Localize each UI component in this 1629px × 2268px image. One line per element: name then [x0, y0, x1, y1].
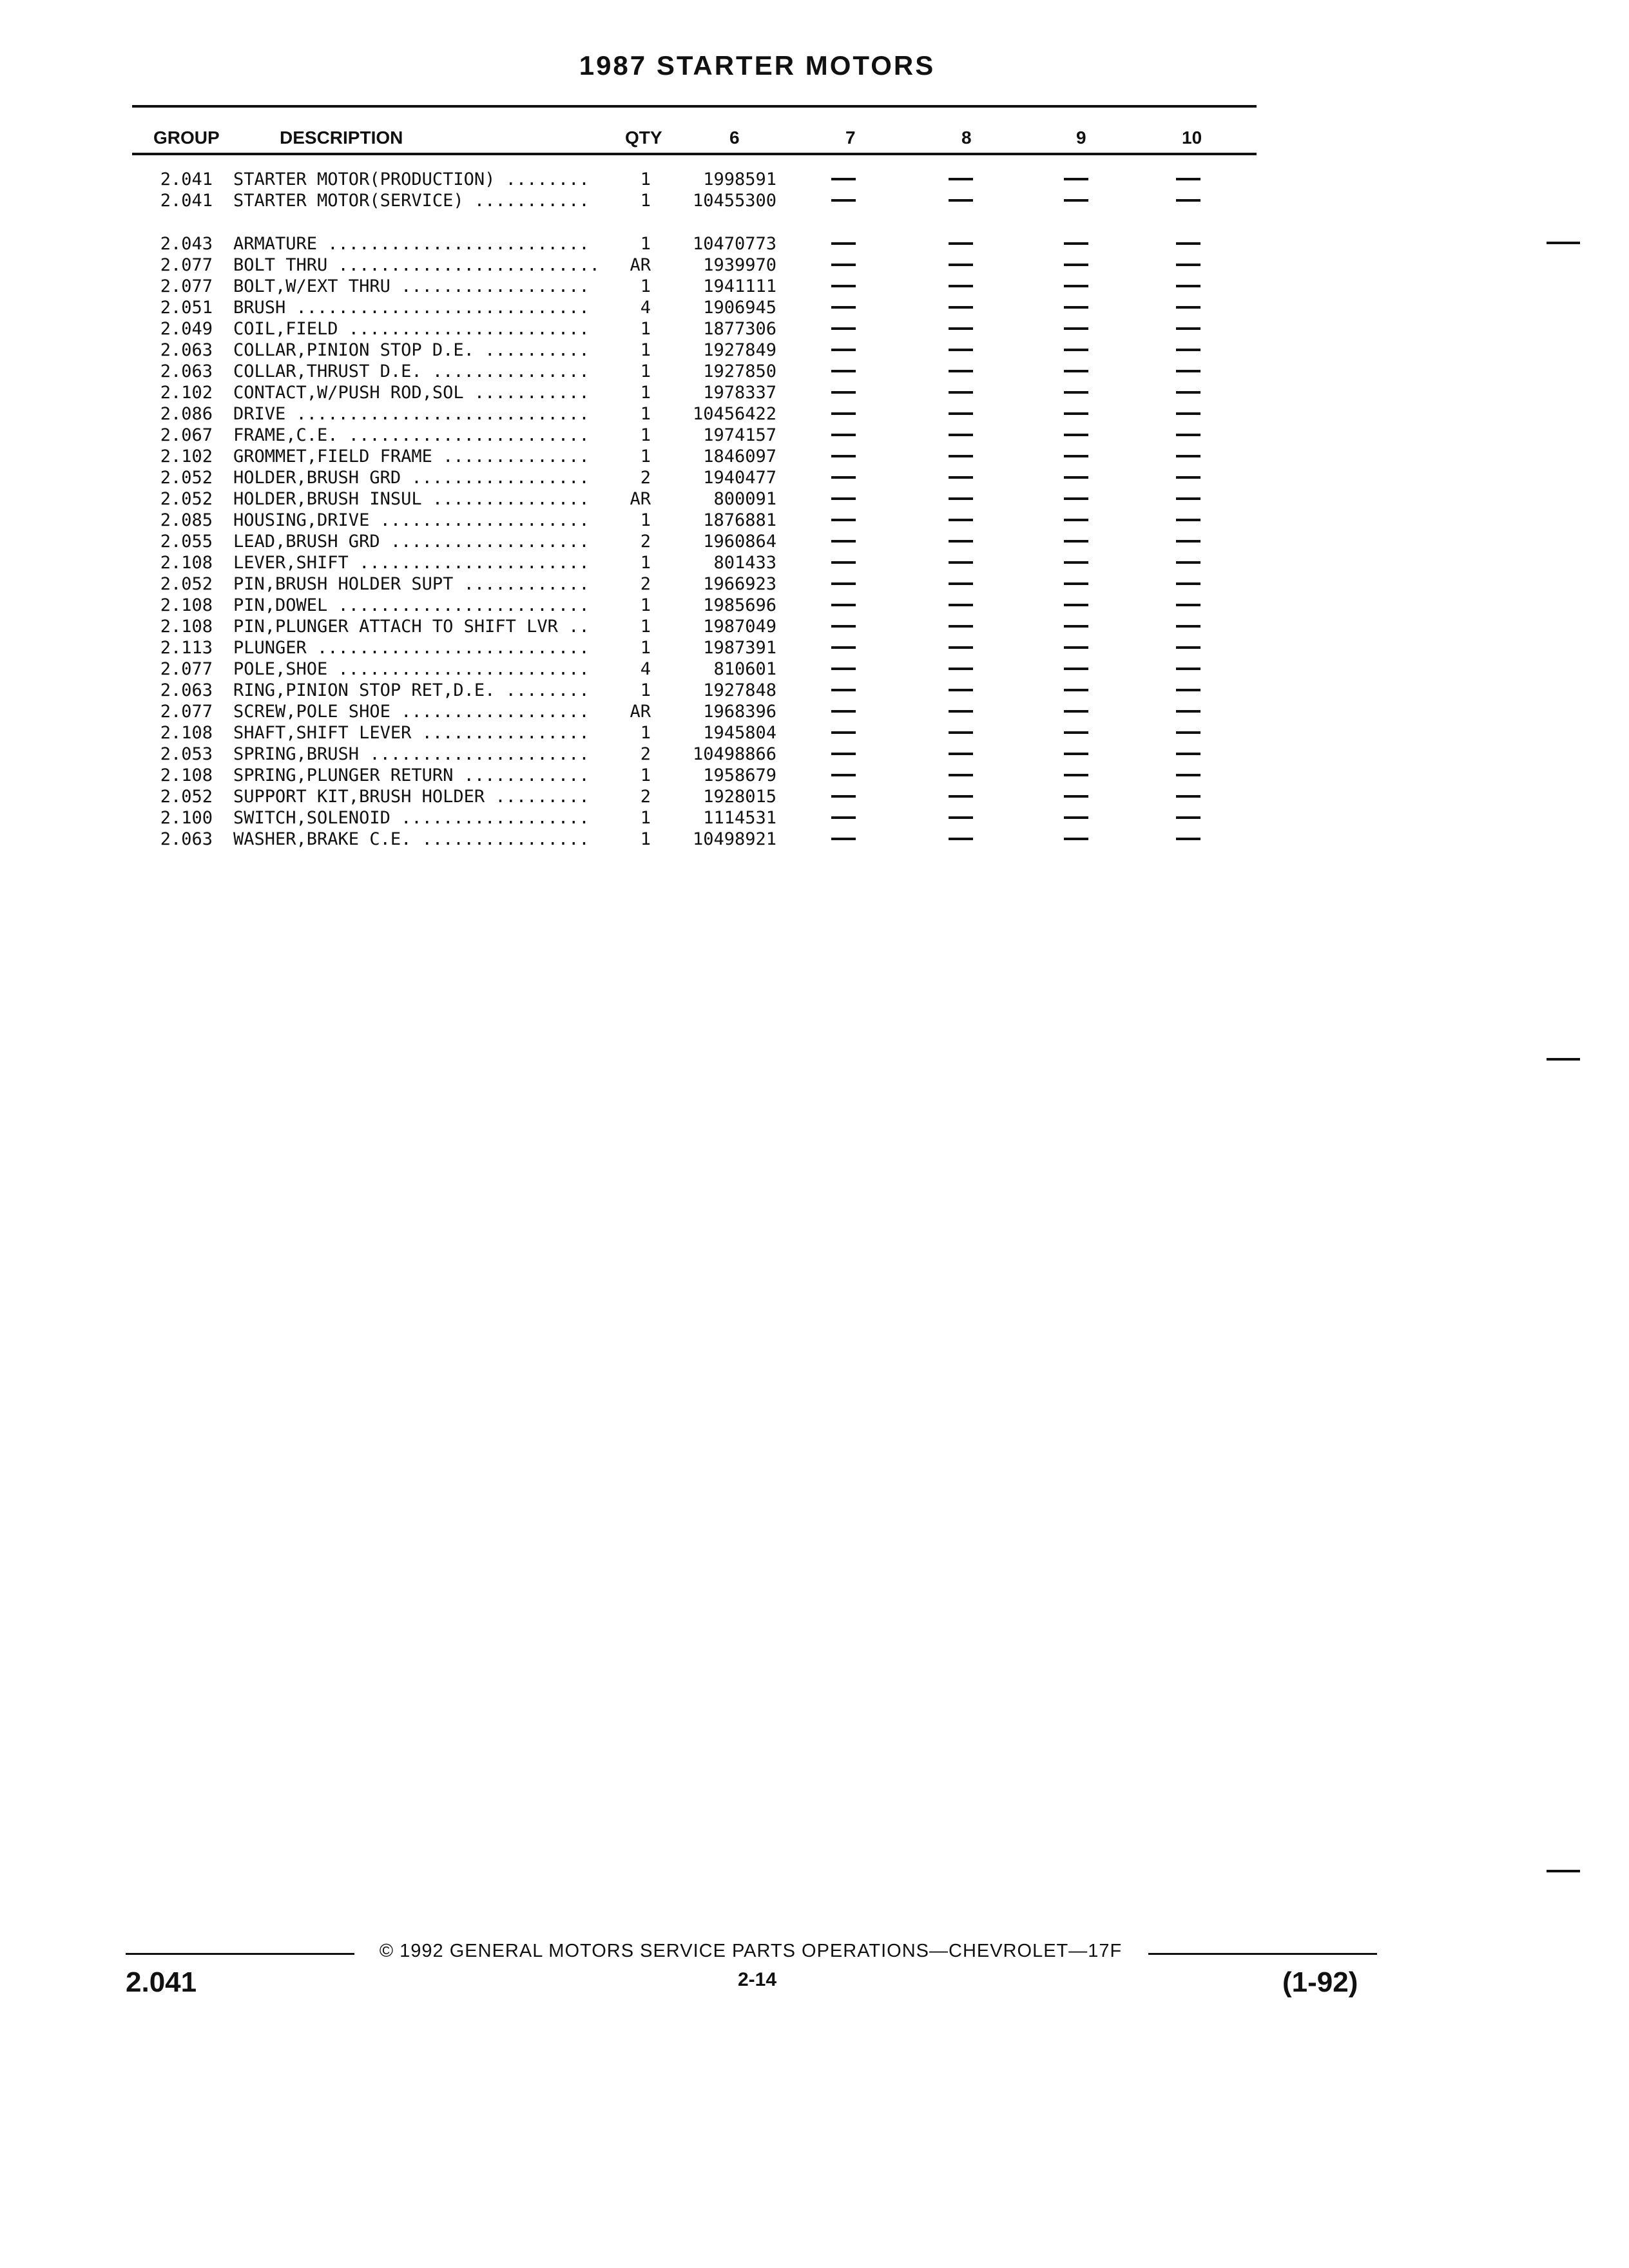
empty-dash-col-10: [1176, 178, 1200, 180]
empty-dash-col-9: [1064, 519, 1088, 521]
group-cell: 2.085: [160, 510, 213, 530]
empty-dash-col-10: [1176, 646, 1200, 649]
qty-cell: 1: [640, 191, 651, 211]
empty-dash-col-8: [949, 476, 973, 479]
description-cell: BOLT THRU .........................: [233, 255, 600, 275]
empty-dash-col-7: [831, 497, 856, 500]
part-number-cell: 1846097: [703, 447, 776, 466]
footer-rule-left: [126, 1953, 354, 1955]
table-row: [0, 573, 1629, 595]
table-row: [0, 233, 1629, 255]
empty-dash-col-7: [831, 731, 856, 734]
empty-dash-col-9: [1064, 774, 1088, 776]
group-cell: 2.108: [160, 595, 213, 615]
empty-dash-col-9: [1064, 370, 1088, 372]
empty-dash-col-9: [1064, 455, 1088, 457]
header-group: GROUP: [153, 128, 220, 148]
empty-dash-col-9: [1064, 434, 1088, 436]
part-number-cell: 1927848: [703, 680, 776, 700]
empty-dash-col-7: [831, 327, 856, 330]
empty-dash-col-9: [1064, 178, 1088, 180]
qty-cell: 1: [640, 765, 651, 785]
part-number-cell: 801433: [713, 553, 776, 573]
qty-cell: 1: [640, 680, 651, 700]
description-cell: SWITCH,SOLENOID ..................: [233, 808, 590, 828]
empty-dash-col-10: [1176, 838, 1200, 840]
group-cell: 2.052: [160, 468, 213, 488]
group-cell: 2.055: [160, 532, 213, 552]
empty-dash-col-7: [831, 285, 856, 287]
empty-dash-col-8: [949, 412, 973, 415]
table-row: [0, 318, 1629, 340]
empty-dash-col-8: [949, 519, 973, 521]
empty-dash-col-9: [1064, 349, 1088, 351]
empty-dash-col-8: [949, 306, 973, 309]
empty-dash-col-8: [949, 604, 973, 606]
description-cell: BRUSH ............................: [233, 298, 590, 318]
empty-dash-col-9: [1064, 412, 1088, 415]
empty-dash-col-7: [831, 753, 856, 755]
header-col-7: 7: [845, 128, 856, 148]
table-row: [0, 658, 1629, 680]
qty-cell: 2: [640, 574, 651, 594]
empty-dash-col-9: [1064, 199, 1088, 202]
group-cell: 2.063: [160, 340, 213, 360]
table-row: [0, 765, 1629, 786]
empty-dash-col-9: [1064, 604, 1088, 606]
qty-cell: 1: [640, 319, 651, 339]
part-number-cell: 1906945: [703, 298, 776, 318]
part-number-cell: 1945804: [703, 723, 776, 743]
empty-dash-col-8: [949, 582, 973, 585]
table-row: [0, 340, 1629, 361]
part-number-cell: 1968396: [703, 702, 776, 722]
empty-dash-col-8: [949, 391, 973, 394]
empty-dash-col-10: [1176, 795, 1200, 798]
qty-cell: 1: [640, 617, 651, 637]
description-cell: STARTER MOTOR(SERVICE) ...........: [233, 191, 590, 211]
empty-dash-col-9: [1064, 838, 1088, 840]
part-number-cell: 1940477: [703, 468, 776, 488]
empty-dash-col-9: [1064, 795, 1088, 798]
qty-cell: 1: [640, 404, 651, 424]
empty-dash-col-10: [1176, 412, 1200, 415]
header-col-8: 8: [961, 128, 972, 148]
empty-dash-col-8: [949, 795, 973, 798]
empty-dash-col-10: [1176, 582, 1200, 585]
group-cell: 2.113: [160, 638, 213, 658]
margin-tick-middle: [1547, 1058, 1580, 1061]
empty-dash-col-8: [949, 264, 973, 266]
description-cell: SHAFT,SHIFT LEVER ................: [233, 723, 590, 743]
group-cell: 2.077: [160, 659, 213, 679]
empty-dash-col-9: [1064, 497, 1088, 500]
empty-dash-col-10: [1176, 199, 1200, 202]
qty-cell: 2: [640, 532, 651, 552]
description-cell: LEAD,BRUSH GRD ...................: [233, 532, 590, 552]
description-cell: SPRING,BRUSH .....................: [233, 744, 590, 764]
description-cell: SPRING,PLUNGER RETURN ............: [233, 765, 590, 785]
table-row: [0, 425, 1629, 446]
empty-dash-col-8: [949, 434, 973, 436]
empty-dash-col-7: [831, 178, 856, 180]
description-cell: FRAME,C.E. .......................: [233, 425, 590, 445]
qty-cell: 1: [640, 234, 651, 254]
table-row: [0, 488, 1629, 510]
description-cell: HOLDER,BRUSH INSUL ...............: [233, 489, 590, 509]
empty-dash-col-7: [831, 370, 856, 372]
table-row: [0, 680, 1629, 701]
empty-dash-col-10: [1176, 264, 1200, 266]
part-number-cell: 1987049: [703, 617, 776, 637]
table-row: [0, 169, 1629, 190]
empty-dash-col-10: [1176, 689, 1200, 691]
empty-dash-col-8: [949, 668, 973, 670]
table-row: [0, 276, 1629, 297]
qty-cell: 1: [640, 447, 651, 466]
qty-cell: 1: [640, 553, 651, 573]
empty-dash-col-7: [831, 604, 856, 606]
description-cell: BOLT,W/EXT THRU ..................: [233, 276, 590, 296]
part-number-cell: 1939970: [703, 255, 776, 275]
top-rule: [132, 105, 1257, 108]
group-cell: 2.100: [160, 808, 213, 828]
footer-revision: (1-92): [1282, 1966, 1358, 1998]
part-number-cell: 1927849: [703, 340, 776, 360]
empty-dash-col-8: [949, 285, 973, 287]
description-cell: LEVER,SHIFT ......................: [233, 553, 590, 573]
part-number-cell: 1960864: [703, 532, 776, 552]
part-number-cell: 1941111: [703, 276, 776, 296]
description-cell: COIL,FIELD .......................: [233, 319, 590, 339]
description-cell: COLLAR,THRUST D.E. ...............: [233, 361, 590, 381]
part-number-cell: 800091: [713, 489, 776, 509]
table-row: [0, 190, 1629, 211]
group-cell: 2.108: [160, 553, 213, 573]
description-cell: ARMATURE .........................: [233, 234, 590, 254]
qty-cell: 1: [640, 595, 651, 615]
empty-dash-col-10: [1176, 327, 1200, 330]
description-cell: SCREW,POLE SHOE ..................: [233, 702, 590, 722]
part-number-cell: 1978337: [703, 383, 776, 403]
group-cell: 2.041: [160, 191, 213, 211]
table-row: [0, 297, 1629, 318]
part-number-cell: 810601: [713, 659, 776, 679]
table-row: [0, 744, 1629, 765]
table-row: [0, 616, 1629, 637]
empty-dash-col-8: [949, 753, 973, 755]
table-row: [0, 467, 1629, 488]
empty-dash-col-9: [1064, 476, 1088, 479]
empty-dash-col-9: [1064, 753, 1088, 755]
part-number-cell: 10456422: [692, 404, 776, 424]
header-col-10: 10: [1182, 128, 1202, 148]
empty-dash-col-10: [1176, 497, 1200, 500]
qty-cell: AR: [630, 489, 651, 509]
empty-dash-col-9: [1064, 625, 1088, 628]
empty-dash-col-10: [1176, 455, 1200, 457]
empty-dash-col-10: [1176, 604, 1200, 606]
empty-dash-col-10: [1176, 519, 1200, 521]
empty-dash-col-9: [1064, 668, 1088, 670]
group-cell: 2.053: [160, 744, 213, 764]
qty-cell: 1: [640, 638, 651, 658]
qty-cell: 4: [640, 659, 651, 679]
table-row: [0, 403, 1629, 425]
empty-dash-col-8: [949, 349, 973, 351]
description-cell: COLLAR,PINION STOP D.E. ..........: [233, 340, 590, 360]
empty-dash-col-7: [831, 391, 856, 394]
footer-rule-right: [1148, 1953, 1377, 1955]
part-number-cell: 1876881: [703, 510, 776, 530]
empty-dash-col-7: [831, 306, 856, 309]
empty-dash-col-7: [831, 540, 856, 543]
empty-dash-col-8: [949, 625, 973, 628]
empty-dash-col-7: [831, 349, 856, 351]
group-cell: 2.041: [160, 169, 213, 189]
empty-dash-col-8: [949, 710, 973, 713]
description-cell: PIN,PLUNGER ATTACH TO SHIFT LVR ..: [233, 617, 590, 637]
part-number-cell: 1877306: [703, 319, 776, 339]
empty-dash-col-10: [1176, 710, 1200, 713]
empty-dash-col-8: [949, 242, 973, 245]
part-number-cell: 1974157: [703, 425, 776, 445]
empty-dash-col-7: [831, 561, 856, 564]
description-cell: HOLDER,BRUSH GRD .................: [233, 468, 590, 488]
empty-dash-col-7: [831, 412, 856, 415]
empty-dash-col-9: [1064, 285, 1088, 287]
qty-cell: AR: [630, 702, 651, 722]
empty-dash-col-10: [1176, 816, 1200, 819]
empty-dash-col-7: [831, 434, 856, 436]
empty-dash-col-7: [831, 455, 856, 457]
empty-dash-col-10: [1176, 668, 1200, 670]
empty-dash-col-9: [1064, 264, 1088, 266]
empty-dash-col-10: [1176, 391, 1200, 394]
empty-dash-col-8: [949, 731, 973, 734]
group-cell: 2.086: [160, 404, 213, 424]
empty-dash-col-8: [949, 689, 973, 691]
description-cell: RING,PINION STOP RET,D.E. ........: [233, 680, 590, 700]
empty-dash-col-10: [1176, 306, 1200, 309]
table-row: [0, 382, 1629, 403]
table-row: [0, 829, 1629, 850]
group-cell: 2.108: [160, 617, 213, 637]
empty-dash-col-7: [831, 476, 856, 479]
qty-cell: 1: [640, 425, 651, 445]
empty-dash-col-7: [831, 710, 856, 713]
empty-dash-col-9: [1064, 816, 1088, 819]
empty-dash-col-8: [949, 497, 973, 500]
part-number-cell: 1987391: [703, 638, 776, 658]
group-cell: 2.052: [160, 787, 213, 807]
qty-cell: 1: [640, 808, 651, 828]
table-row: [0, 552, 1629, 573]
header-description: DESCRIPTION: [280, 128, 403, 148]
empty-dash-col-7: [831, 689, 856, 691]
empty-dash-col-9: [1064, 540, 1088, 543]
group-cell: 2.051: [160, 298, 213, 318]
part-number-cell: 10470773: [692, 234, 776, 254]
description-cell: HOUSING,DRIVE ....................: [233, 510, 590, 530]
empty-dash-col-10: [1176, 753, 1200, 755]
empty-dash-col-9: [1064, 561, 1088, 564]
qty-cell: 1: [640, 723, 651, 743]
empty-dash-col-7: [831, 795, 856, 798]
empty-dash-col-10: [1176, 285, 1200, 287]
empty-dash-col-9: [1064, 646, 1088, 649]
empty-dash-col-9: [1064, 327, 1088, 330]
group-cell: 2.052: [160, 489, 213, 509]
qty-cell: 1: [640, 510, 651, 530]
qty-cell: 4: [640, 298, 651, 318]
empty-dash-col-7: [831, 582, 856, 585]
description-cell: WASHER,BRAKE C.E. ................: [233, 829, 590, 849]
empty-dash-col-10: [1176, 731, 1200, 734]
description-cell: PIN,BRUSH HOLDER SUPT ............: [233, 574, 590, 594]
part-number-cell: 1928015: [703, 787, 776, 807]
group-cell: 2.077: [160, 255, 213, 275]
qty-cell: 1: [640, 340, 651, 360]
part-number-cell: 1966923: [703, 574, 776, 594]
empty-dash-col-7: [831, 838, 856, 840]
header-col-9: 9: [1076, 128, 1086, 148]
table-row: [0, 255, 1629, 276]
empty-dash-col-10: [1176, 434, 1200, 436]
part-number-cell: 1114531: [703, 808, 776, 828]
header-col-6: 6: [729, 128, 740, 148]
part-number-cell: 10498921: [692, 829, 776, 849]
footer-copyright: © 1992 GENERAL MOTORS SERVICE PARTS OPERATIONS—CHEVROLET—17F: [379, 1941, 1123, 1961]
empty-dash-col-8: [949, 774, 973, 776]
table-row: [0, 510, 1629, 531]
empty-dash-col-10: [1176, 540, 1200, 543]
qty-cell: 1: [640, 383, 651, 403]
qty-cell: 2: [640, 787, 651, 807]
table-row: [0, 637, 1629, 658]
group-cell: 2.063: [160, 680, 213, 700]
empty-dash-col-8: [949, 540, 973, 543]
part-number-cell: 1998591: [703, 169, 776, 189]
group-cell: 2.108: [160, 765, 213, 785]
empty-dash-col-9: [1064, 689, 1088, 691]
qty-cell: 1: [640, 361, 651, 381]
description-cell: PLUNGER ..........................: [233, 638, 590, 658]
empty-dash-col-7: [831, 264, 856, 266]
group-cell: 2.043: [160, 234, 213, 254]
part-number-cell: 1958679: [703, 765, 776, 785]
margin-tick-bottom: [1547, 1870, 1580, 1872]
qty-cell: 1: [640, 276, 651, 296]
description-cell: SUPPORT KIT,BRUSH HOLDER .........: [233, 787, 590, 807]
margin-tick-top: [1547, 242, 1580, 244]
table-row: [0, 701, 1629, 722]
empty-dash-col-7: [831, 625, 856, 628]
empty-dash-col-10: [1176, 242, 1200, 245]
group-cell: 2.049: [160, 319, 213, 339]
part-number-cell: 10455300: [692, 191, 776, 211]
qty-cell: 1: [640, 829, 651, 849]
header-rule: [132, 153, 1257, 155]
table-row: [0, 722, 1629, 744]
empty-dash-col-7: [831, 816, 856, 819]
table-row: [0, 531, 1629, 552]
empty-dash-col-7: [831, 774, 856, 776]
part-number-cell: 10498866: [692, 744, 776, 764]
empty-dash-col-8: [949, 838, 973, 840]
table-row: [0, 361, 1629, 382]
empty-dash-col-8: [949, 370, 973, 372]
empty-dash-col-9: [1064, 731, 1088, 734]
description-cell: STARTER MOTOR(PRODUCTION) ........: [233, 169, 590, 189]
empty-dash-col-9: [1064, 710, 1088, 713]
table-row: [0, 786, 1629, 807]
empty-dash-col-8: [949, 327, 973, 330]
group-cell: 2.077: [160, 702, 213, 722]
group-cell: 2.102: [160, 447, 213, 466]
empty-dash-col-8: [949, 646, 973, 649]
table-row: [0, 595, 1629, 616]
group-cell: 2.063: [160, 361, 213, 381]
description-cell: CONTACT,W/PUSH ROD,SOL ...........: [233, 383, 590, 403]
empty-dash-col-7: [831, 646, 856, 649]
table-row: [0, 807, 1629, 829]
description-cell: DRIVE ............................: [233, 404, 590, 424]
empty-dash-col-7: [831, 519, 856, 521]
part-number-cell: 1927850: [703, 361, 776, 381]
group-cell: 2.067: [160, 425, 213, 445]
page-title: 1987 STARTER MOTORS: [579, 50, 936, 81]
group-cell: 2.052: [160, 574, 213, 594]
description-cell: POLE,SHOE ........................: [233, 659, 590, 679]
empty-dash-col-7: [831, 668, 856, 670]
table-row: [0, 446, 1629, 467]
empty-dash-col-10: [1176, 561, 1200, 564]
empty-dash-col-9: [1064, 306, 1088, 309]
empty-dash-col-10: [1176, 774, 1200, 776]
empty-dash-col-8: [949, 199, 973, 202]
qty-cell: 2: [640, 744, 651, 764]
footer-page-number: 2-14: [737, 1969, 777, 1990]
qty-cell: AR: [630, 255, 651, 275]
empty-dash-col-10: [1176, 625, 1200, 628]
group-cell: 2.108: [160, 723, 213, 743]
part-number-cell: 1985696: [703, 595, 776, 615]
empty-dash-col-8: [949, 561, 973, 564]
group-cell: 2.063: [160, 829, 213, 849]
empty-dash-col-9: [1064, 391, 1088, 394]
empty-dash-col-8: [949, 816, 973, 819]
empty-dash-col-7: [831, 242, 856, 245]
empty-dash-col-9: [1064, 582, 1088, 585]
empty-dash-col-10: [1176, 370, 1200, 372]
empty-dash-col-7: [831, 199, 856, 202]
description-cell: GROMMET,FIELD FRAME ..............: [233, 447, 590, 466]
qty-cell: 1: [640, 169, 651, 189]
empty-dash-col-9: [1064, 242, 1088, 245]
group-cell: 2.102: [160, 383, 213, 403]
empty-dash-col-10: [1176, 476, 1200, 479]
footer-section-number: 2.041: [126, 1966, 197, 1998]
qty-cell: 2: [640, 468, 651, 488]
group-cell: 2.077: [160, 276, 213, 296]
description-cell: PIN,DOWEL ........................: [233, 595, 590, 615]
header-qty: QTY: [625, 128, 662, 148]
empty-dash-col-8: [949, 178, 973, 180]
empty-dash-col-10: [1176, 349, 1200, 351]
empty-dash-col-8: [949, 455, 973, 457]
